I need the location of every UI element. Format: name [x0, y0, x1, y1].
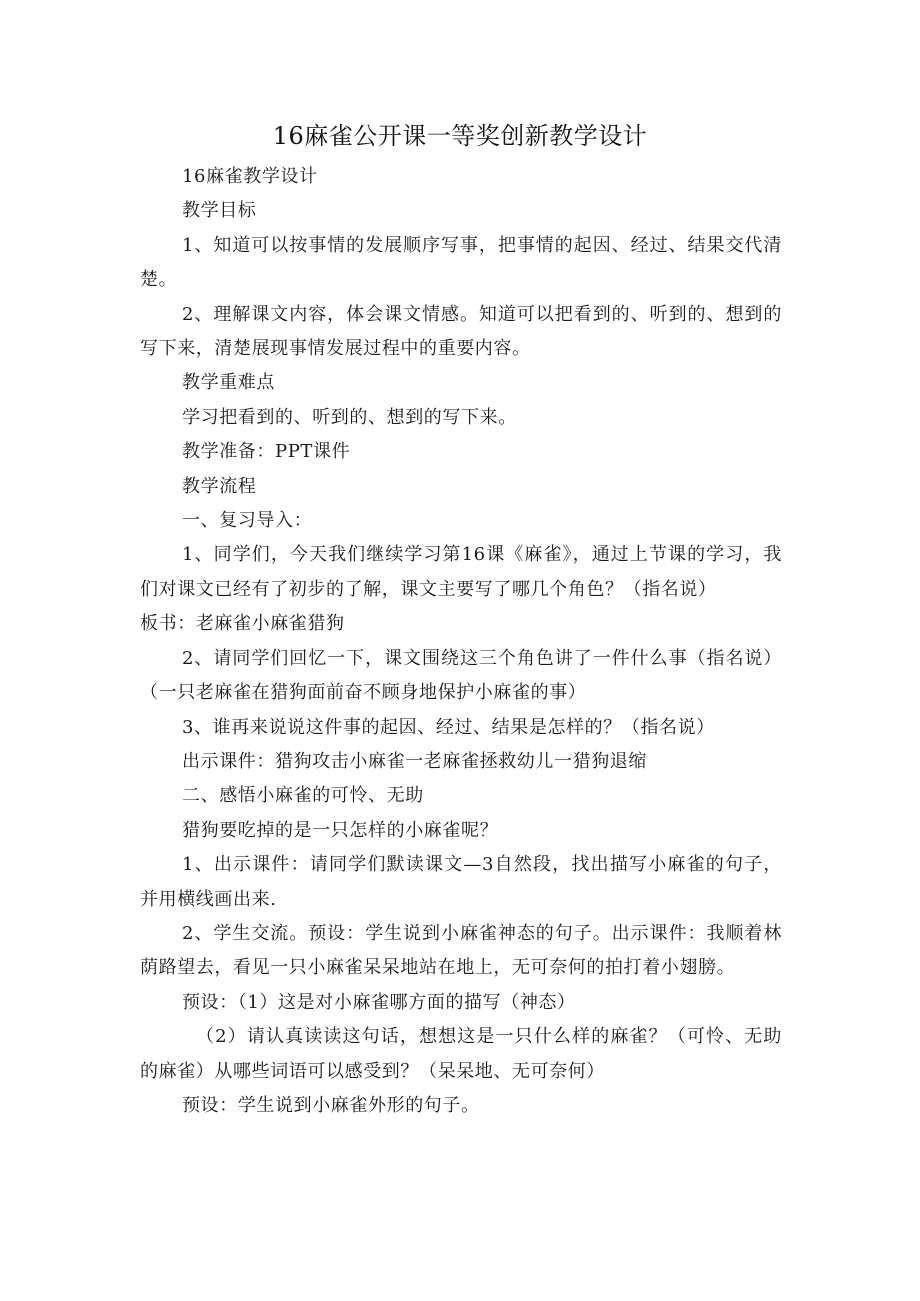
heading-objectives: 教学目标 [182, 200, 257, 222]
document-body [140, 160, 782, 1123]
paragraph-preparation: 教学准备：PPT课件 [182, 441, 351, 463]
paragraph-question: 猎狗要吃掉的是一只怎样的小麻雀呢？ [182, 819, 499, 841]
paragraph-objective-2: 2、理解课文内容，体会课文情感。知道可以把看到的、听到的、想到的写下来，清楚展现事情发展过程中的重要内容。 [140, 303, 782, 360]
paragraph-show-slide: 出示课件：猎狗攻击小麻雀一老麻雀拯救幼儿一猎狗退缩 [182, 750, 647, 772]
heading-section-2: 二、感悟小麻雀的可怜、无助 [182, 785, 424, 807]
paragraph-step-2: 2、学生交流。预设：学生说到小麻雀神态的句子。出示课件：我顺着林荫路望去，看见一只小麻雀呆呆地站在地上，无可奈何的拍打着小翅膀。 [140, 922, 782, 979]
paragraph-preset-3: 预设：学生说到小麻雀外形的句子。 [182, 1094, 480, 1116]
paragraph-objective-1: 1、知道可以按事情的发展顺序写事，把事情的起因、经过、结果交代清楚。 [140, 234, 782, 291]
heading-process: 教学流程 [182, 475, 257, 497]
paragraph-review-3: 3、谁再来说说这件事的起因、经过、结果是怎样的？（指名说） [182, 716, 715, 738]
paragraph-preset-1: 预设：（1）这是对小麻雀哪方面的描写（神态） [182, 991, 576, 1013]
heading-section-1: 一、复习导入： [182, 510, 313, 532]
paragraph-step-1: 1、出示课件：请同学们默读课文—3自然段，找出描写小麻雀的句子，并用横线画出来. [140, 854, 782, 910]
heading-key-points: 教学重难点 [182, 372, 275, 394]
paragraph-key-points: 学习把看到的、听到的、想到的写下来。 [182, 406, 517, 428]
document-title: 16麻雀公开课一等奖创新教学设计 [272, 122, 648, 150]
paragraph-review-1: 1、同学们，今天我们继续学习第16课《麻雀》，通过上节课的学习，我们对课文已经有了初步的了解，课文主要写了哪几个角色？（指名说） [140, 544, 782, 600]
paragraph-subtitle: 16麻雀教学设计 [182, 166, 318, 187]
paragraph-blackboard: 板书：老麻雀小麻雀猎狗 [140, 613, 345, 635]
paragraph-preset-2: （2）请认真读读这句话，想想这是一只什么样的麻雀？（可怜、无助的麻雀）从哪些词语可以感受到？（呆呆地、无可奈何） [140, 1026, 782, 1082]
paragraph-review-2: 2、请同学们回忆一下，课文围绕这三个角色讲了一件什么事（指名说）（一只老麻雀在猎狗面前奋不顾身地保护小麻雀的事） [140, 647, 782, 704]
